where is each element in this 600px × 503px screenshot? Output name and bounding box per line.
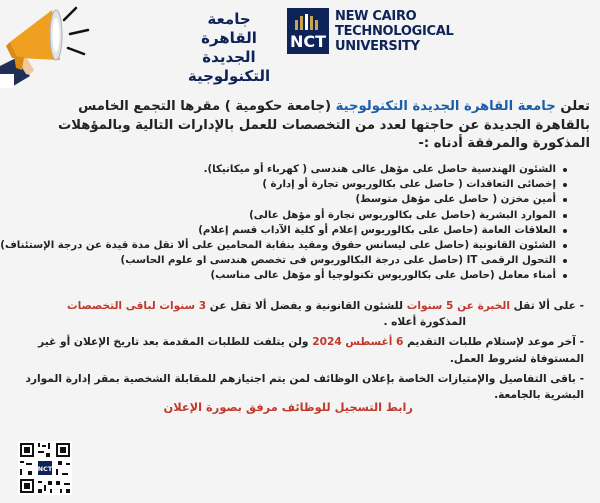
nct-logo bbox=[287, 8, 329, 54]
intro-line-3: المذكورة والمرفقة أدناه :- bbox=[418, 136, 590, 151]
list-item: الموارد البشرية (حاصل على بكالوريوس تجارة أو مؤهل عالى) bbox=[30, 208, 570, 223]
intro-line-2: بالقاهرة الجديدة عن حاجتها لعدد من التخصصات للعمل بالإدارات التالية وبالمؤهلات bbox=[57, 117, 590, 133]
qr-code-icon bbox=[18, 441, 72, 495]
list-item: إخصائى التعاقدات ( حاصل على بكالوريوس تجارة أو إدارة ) bbox=[30, 177, 570, 192]
logo-english-name: NEW CAIRO TECHNOLOGICAL UNIVERSITY bbox=[335, 9, 454, 54]
university-name: جامعة القاهرة الجديدة التكنولوجية bbox=[335, 99, 556, 114]
announcement-notes bbox=[24, 298, 584, 407]
list-item: الشئون القانونية (حاصل على ليسانس حقوق ومقيد بنقابة المحامين على ألا تقل مدة قيدة عن درجة الإستئناف) bbox=[30, 238, 570, 253]
logo-arabic-name: جامعة القاهرة الجديدة التكنولوجية bbox=[187, 10, 271, 85]
note-deadline: - آخر موعد لإستلام طلبات التقديم 6 أغسطس 2024 ولن يتلفت للطلبات المقدمة بعد تاريخ الإعلان أو غير المستوفاة لشروط العمل. bbox=[38, 336, 584, 365]
note-details: - باقى التفاصيل والإمتيازات الخاصة بإعلان الوظائف لمن يتم اجتيازهم للمقابلة الشخصية بمقر إدارة الموارد البشرية بالجامعة. bbox=[25, 372, 584, 402]
list-item: التحول الرقمى IT (حاصل على درجة البكالوريوس فى تخصص هندسى او علوم الحاسب) bbox=[30, 253, 570, 268]
list-item: العلاقات العامة (حاصل على بكالوريوس إعلام أو كلية الآداب قسم إعلام) bbox=[30, 223, 570, 238]
qr-logo-mark: NCT bbox=[37, 465, 53, 473]
list-item: أمين مخزن ( حاصل على مؤهل متوسط) bbox=[30, 192, 570, 207]
intro-line-1: تعلن جامعة القاهرة الجديدة التكنولوجية (جامعة حكومية ) مقرها التجمع الخامس bbox=[78, 99, 590, 114]
registration-link-text: رابط التسجيل للوظائف مرفق بصورة الإعلان bbox=[163, 400, 413, 414]
list-item: أمناء معامل (حاصل على بكالوريوس تكنولوجيا أو مؤهل عالى مناسب) bbox=[30, 268, 570, 283]
logo-mark: NCT bbox=[289, 32, 327, 51]
list-item: الشئون الهندسية حاصل على مؤهل عالى هندسى ( كهرباء أو ميكانيكا). bbox=[30, 162, 570, 177]
positions-list bbox=[0, 162, 570, 284]
megaphone-icon bbox=[0, 0, 98, 92]
logo-bars-icon bbox=[295, 14, 321, 30]
note-experience: - على ألا تقل الخبرة عن 5 سنوات للشئون القانونية و يفضل ألا تقل عن 3 سنوات لباقى التخصصات المذكورة أعلاه . bbox=[66, 300, 584, 329]
announcement-intro bbox=[20, 98, 590, 154]
